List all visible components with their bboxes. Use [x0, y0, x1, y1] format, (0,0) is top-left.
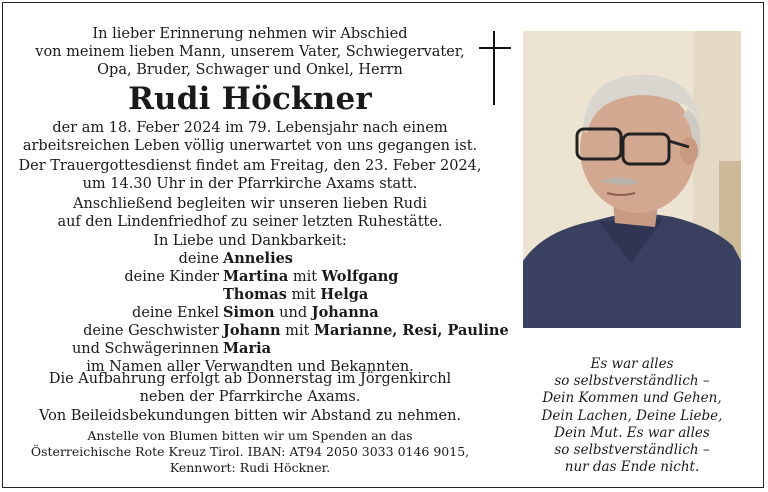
family-name: Maria — [223, 340, 271, 357]
family-name: Martina — [223, 268, 289, 285]
text-line: der am 18. Feber 2024 im 79. Lebensjahr nach einem — [52, 120, 448, 136]
text-line: Anstelle von Blumen bitten wir um Spenden an das — [87, 428, 413, 443]
family-row — [3, 268, 497, 286]
family-name: Annelies — [223, 250, 293, 267]
love-line: In Liebe und Dankbarkeit: — [153, 233, 347, 249]
family-label: deine Enkel — [132, 305, 219, 321]
poem-line: so selbstverständlich – — [554, 442, 710, 459]
family-conjunction: mit — [291, 287, 316, 303]
viewing-paragraph — [3, 370, 497, 406]
family-name: Marianne, Resi, Pauline — [314, 322, 509, 339]
text-line: auf den Lindenfriedhof zu seiner letzten Ruhestätte. — [57, 214, 443, 230]
intro-line: von meinem lieben Mann, unserem Vater, Schwiegervater, — [35, 44, 465, 60]
memorial-poem — [523, 356, 741, 476]
family-name: Helga — [320, 286, 369, 303]
obituary-notice — [2, 2, 764, 488]
family-label: deine — [178, 251, 219, 267]
family-label: und Schwägerinnen — [71, 341, 219, 357]
text-line: um 14.30 Uhr in der Pfarrkirche Axams statt. — [82, 176, 418, 192]
family-name: Simon — [223, 304, 275, 321]
family-list — [3, 250, 509, 376]
text-line: Der Trauergottesdienst findet am Freitag, den 23. Feber 2024, — [18, 158, 482, 174]
intro-text — [3, 25, 497, 79]
text-line: Anschließend begleiten wir unseren lieben Rudi — [72, 196, 427, 212]
family-name: Thomas — [223, 286, 287, 303]
text-line: Kennwort: Rudi Höckner. — [169, 460, 331, 475]
text-line: neben der Pfarrkirche Axams. — [139, 389, 361, 405]
portrait-photo — [523, 31, 741, 328]
cross-icon-bar — [479, 47, 511, 49]
intro-line: Opa, Bruder, Schwager und Onkel, Herrn — [97, 62, 403, 78]
poem-line: so selbstverständlich – — [554, 373, 710, 390]
family-label: deine Geschwister — [83, 323, 219, 339]
burial-paragraph — [3, 195, 497, 231]
family-name: Johann — [223, 322, 281, 339]
family-row — [3, 304, 497, 322]
poem-line: Es war alles — [590, 356, 674, 372]
text-line: arbeitsreichen Leben völlig unerwartet von uns gegangen ist. — [22, 138, 478, 154]
death-paragraph — [3, 119, 497, 155]
family-conjunction: mit — [292, 269, 318, 285]
condolence-paragraph: Von Beileidsbekundungen bitten wir Abstand zu nehmen. — [38, 408, 462, 424]
deceased-name: Rudi Höckner — [128, 81, 372, 117]
cross-icon — [493, 31, 495, 105]
intro-line: In lieber Erinnerung nehmen wir Abschied — [92, 26, 408, 42]
poem-line: Dein Lachen, Deine Liebe, — [541, 407, 723, 424]
family-name: Johanna — [311, 304, 379, 321]
poem-line: nur das Ende nicht. — [564, 459, 700, 476]
family-name: Wolfgang — [321, 268, 399, 285]
relatives-text: im Namen aller Verwandten und Bekannten. — [86, 359, 414, 375]
service-paragraph — [3, 157, 497, 193]
family-conjunction: und — [279, 305, 308, 321]
text-line: Die Aufbahrung erfolgt ab Donnerstag im Jörgenkirchl — [48, 371, 452, 387]
poem-line: Dein Kommen und Gehen, — [542, 390, 722, 407]
family-row — [3, 322, 509, 340]
text-line: Österreichische Rote Kreuz Tirol. IBAN: AT94 2050 3033 0146 9015, — [30, 444, 470, 459]
family-row — [3, 250, 497, 268]
family-conjunction: mit — [285, 323, 310, 339]
family-row — [3, 286, 497, 304]
family-label: deine Kinder — [124, 269, 219, 285]
poem-line: Dein Mut. Es war alles — [554, 424, 710, 441]
portrait-illustration — [523, 31, 741, 328]
donation-note — [3, 428, 497, 476]
family-row — [3, 340, 497, 358]
